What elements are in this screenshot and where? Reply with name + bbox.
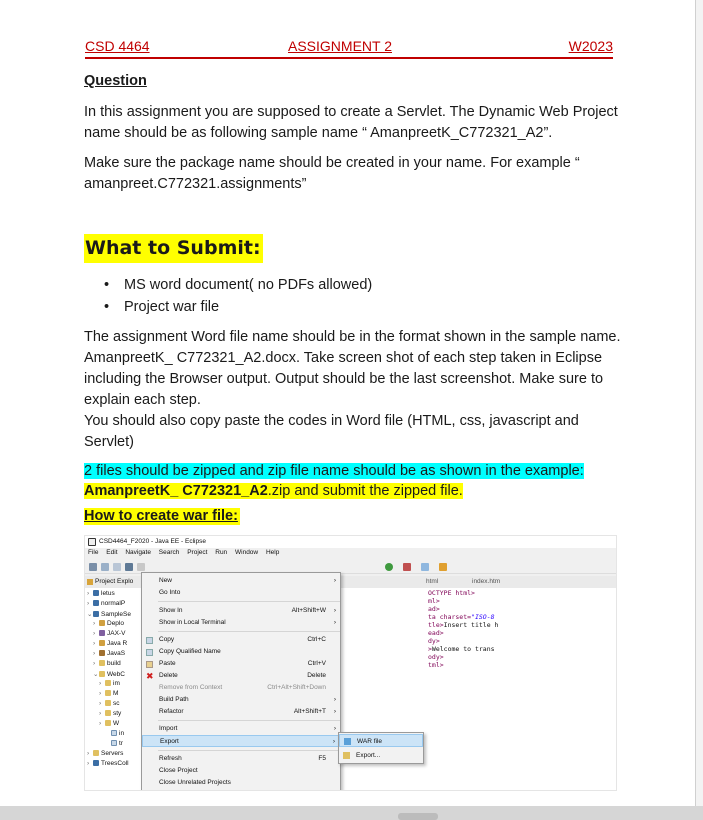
tree-item[interactable] <box>93 660 121 670</box>
folder-icon <box>99 640 105 646</box>
document-header <box>85 37 613 59</box>
project-icon <box>93 590 99 596</box>
chevron-right-icon[interactable]: › <box>93 620 96 627</box>
menu-item-paste[interactable]: Paste Ctrl+V <box>142 658 340 670</box>
menu-item-go-into[interactable]: Go Into <box>159 589 181 596</box>
code-line: >Welcome to trans <box>428 645 495 653</box>
question-heading: Question <box>84 73 147 89</box>
delete-icon: ✖ <box>146 671 154 681</box>
tree-item-label: sty <box>113 710 122 717</box>
tree-item[interactable] <box>87 590 115 600</box>
tree-item[interactable] <box>105 740 123 750</box>
menu-search[interactable]: Search <box>158 549 180 556</box>
menu-item-build-path[interactable]: Build Path › <box>142 694 340 706</box>
folder-icon <box>99 671 105 677</box>
library-icon <box>99 650 105 656</box>
assignment-title: ASSIGNMENT 2 <box>288 38 392 54</box>
chevron-right-icon[interactable]: › <box>99 690 102 697</box>
tree-item[interactable] <box>99 700 120 710</box>
code-line: tle>Insert title h <box>428 621 499 629</box>
run-icon[interactable] <box>385 563 393 571</box>
submit-list <box>104 274 372 318</box>
zip-note-rest: .zip and submit the zipped file. <box>267 483 463 499</box>
folder-icon <box>93 750 99 756</box>
copy-icon <box>146 637 153 644</box>
code-line: OCTYPE html> <box>428 589 475 597</box>
zip-note-line: 2 files should be zipped and zip file name should be as shown in the example: <box>84 463 584 479</box>
tree-item[interactable] <box>87 610 131 620</box>
code-line: ody> <box>428 653 444 661</box>
chevron-right-icon: › <box>333 607 336 614</box>
menu-item-delete[interactable]: ✖ Delete Delete <box>146 671 326 681</box>
eclipse-window-title: CSD4464_F2020 - Java EE - Eclipse <box>99 538 206 545</box>
context-menu <box>141 572 341 791</box>
tree-item[interactable] <box>99 720 119 730</box>
code-copy-text: You should also copy paste the codes in Word file (HTML, css, javascript and Servlet) <box>84 413 579 450</box>
chevron-right-icon: › <box>333 696 336 703</box>
tree-item[interactable] <box>87 750 123 760</box>
menu-item-copy[interactable]: Copy Ctrl+C <box>142 634 340 646</box>
tree-item-label: normalP <box>101 600 126 607</box>
chevron-right-icon: › <box>333 619 336 626</box>
eclipse-app-icon <box>88 538 96 546</box>
chevron-right-icon[interactable]: › <box>93 640 96 647</box>
file-icon <box>111 730 117 736</box>
list-item: • MS word document( no PDFs allowed) <box>104 274 372 296</box>
chevron-right-icon[interactable]: › <box>99 720 102 727</box>
folder-icon <box>99 620 105 626</box>
chevron-right-icon: › <box>332 738 335 745</box>
menu-item-refactor[interactable]: Refactor Alt+Shift+T › <box>142 706 340 718</box>
chevron-right-icon[interactable]: › <box>99 680 102 687</box>
chevron-right-icon[interactable]: › <box>93 660 96 667</box>
tree-item-label: Servers <box>101 750 124 757</box>
menu-item-new[interactable]: New › <box>142 575 340 587</box>
menu-file[interactable]: File <box>88 549 99 556</box>
menu-item-remove-from-context[interactable]: Remove from Context Ctrl+Alt+Shift+Down <box>159 684 326 691</box>
tree-item-label: build <box>107 660 121 667</box>
chevron-right-icon: › <box>333 725 336 732</box>
tree-item[interactable] <box>93 650 125 660</box>
new-icon[interactable] <box>89 563 97 571</box>
chevron-down-icon[interactable]: ⌄ <box>93 671 99 678</box>
menu-item-copy-qualified-name[interactable]: Copy Qualified Name <box>142 646 340 658</box>
menu-item-refresh[interactable]: Refresh F5 <box>159 755 326 762</box>
chevron-down-icon[interactable]: ⌄ <box>87 611 93 618</box>
tree-item[interactable] <box>93 640 127 650</box>
tree-item[interactable] <box>99 690 118 700</box>
menu-navigate[interactable]: Navigate <box>125 549 151 556</box>
save-icon[interactable] <box>101 563 109 571</box>
list-item: • Project war file <box>104 296 372 318</box>
tree-item-label: Java R <box>107 640 128 647</box>
new-server-icon[interactable] <box>421 563 429 571</box>
tree-item-label: W <box>113 720 120 727</box>
code-line: dy> <box>428 637 440 645</box>
menu-item-export-more[interactable]: Export... <box>339 749 423 762</box>
copy-icon <box>146 649 153 656</box>
term-label: W2023 <box>568 38 613 54</box>
tree-item-label: sc <box>113 700 120 707</box>
project-icon <box>93 600 99 606</box>
menu-separator <box>158 631 340 632</box>
project-icon <box>93 611 99 617</box>
code-line: ead> <box>428 629 444 637</box>
project-explorer-tab[interactable]: Project Explo <box>85 576 155 588</box>
tree-item[interactable] <box>99 680 120 690</box>
paste-icon <box>146 661 153 668</box>
chevron-right-icon[interactable]: › <box>87 590 90 597</box>
tree-item-label: letus <box>101 590 115 597</box>
code-line: ad> <box>428 605 440 613</box>
tree-item[interactable] <box>93 670 125 680</box>
tree-item-label: WebC <box>107 671 125 678</box>
menu-run[interactable]: Run <box>215 549 228 556</box>
export-icon <box>343 752 350 759</box>
menu-item-war-file[interactable]: WAR file <box>339 734 423 747</box>
tree-item-label: JAX-V <box>107 630 126 637</box>
folder-icon <box>105 700 111 706</box>
menu-separator <box>158 601 340 602</box>
menu-project[interactable]: Project <box>187 549 208 556</box>
menu-item-import[interactable]: Import › <box>142 723 340 735</box>
tree-item[interactable] <box>87 760 129 770</box>
tree-item-label: im <box>113 680 120 687</box>
paragraph-package-name: Make sure the package name should be created in your name. For example “ amanpreet.C772321.assignments” <box>84 155 580 192</box>
chevron-right-icon[interactable]: › <box>99 710 102 717</box>
chevron-right-icon[interactable]: › <box>87 600 90 607</box>
project-icon <box>93 760 99 766</box>
folder-icon <box>105 720 111 726</box>
zip-note-name-line <box>84 483 463 499</box>
menu-window[interactable]: Window <box>235 549 259 556</box>
menu-edit[interactable]: Edit <box>106 549 118 556</box>
tree-item-label: tr <box>119 740 123 747</box>
chevron-right-icon[interactable]: › <box>87 750 90 757</box>
menu-item-export[interactable]: Export › <box>142 735 340 747</box>
tree-item[interactable] <box>93 630 125 640</box>
code-line: tml> <box>428 661 444 669</box>
chevron-right-icon: › <box>333 577 336 584</box>
eclipse-menubar <box>85 548 616 559</box>
zip-file-name: AmanpreetK_ C772321_A2 <box>84 483 268 499</box>
folder-icon <box>105 710 111 716</box>
submit-heading: What to Submit: <box>84 234 263 263</box>
tree-item[interactable] <box>93 620 124 630</box>
course-code: CSD 4464 <box>85 38 150 54</box>
file-icon <box>111 740 117 746</box>
tree-item-label: M <box>113 690 119 697</box>
terminal-icon[interactable] <box>125 563 133 571</box>
chevron-right-icon[interactable]: › <box>93 650 96 657</box>
menu-item-show-in-local-terminal[interactable]: Show in Local Terminal › <box>142 617 340 629</box>
scrollbar-thumb[interactable] <box>398 813 438 820</box>
vertical-scrollbar[interactable] <box>696 0 703 806</box>
folder-icon <box>105 690 111 696</box>
paragraph-instructions <box>84 327 629 453</box>
tree-item[interactable] <box>87 600 125 610</box>
eclipse-title-bar <box>85 536 616 548</box>
menu-separator <box>158 720 340 721</box>
tree-item-label: SampleSe <box>101 611 131 618</box>
tree-item-label: Deplo <box>107 620 124 627</box>
external-tools-icon[interactable] <box>403 563 411 571</box>
menu-separator <box>158 750 340 751</box>
paragraph-project-name: In this assignment you are supposed to create a Servlet. The Dynamic Web Project name should be as following sample name “ AmanpreetK_C772321_A2”. <box>84 104 618 141</box>
war-file-icon <box>344 738 351 745</box>
eclipse-screenshot <box>84 535 617 791</box>
menu-help[interactable]: Help <box>265 549 280 556</box>
tree-item-label: in <box>119 730 125 737</box>
menu-item-show-in[interactable]: Show In Alt+Shift+W › <box>142 605 340 617</box>
folder-icon <box>99 660 105 666</box>
menu-item-close-unrelated-projects[interactable]: Close Unrelated Projects <box>159 779 231 786</box>
chevron-right-icon[interactable]: › <box>93 630 96 637</box>
chevron-right-icon: › <box>333 708 336 715</box>
editor-tab[interactable]: index.htm <box>472 578 501 585</box>
menu-item-close-project[interactable]: Close Project <box>159 767 198 774</box>
zip-note <box>84 461 592 501</box>
tree-item-label: JavaS <box>107 650 126 657</box>
instructions-text: The assignment Word file name should be in the format shown in the sample name. AmanpreetK_ C772321_A2.docx. Take screen shot of each step taken in Eclipse including the Browser output. Output should be the last screenshot. Make sure to explain each step. <box>84 329 621 408</box>
tree-item[interactable] <box>99 710 121 720</box>
tree-item[interactable] <box>105 730 124 740</box>
print-icon[interactable] <box>113 563 121 571</box>
debug-icon[interactable] <box>137 563 145 571</box>
editor-tab[interactable]: html <box>426 578 439 585</box>
horizontal-scrollbar[interactable] <box>0 806 703 820</box>
howto-heading: How to create war file: <box>84 508 238 524</box>
folder-icon <box>99 630 105 636</box>
code-line: ta charset="ISO-8 <box>428 613 495 621</box>
tree-item-label: TreesColl <box>101 760 129 767</box>
chevron-right-icon[interactable]: › <box>99 700 102 707</box>
search-icon[interactable] <box>439 563 447 571</box>
folder-icon <box>105 680 111 686</box>
chevron-right-icon[interactable]: › <box>87 760 90 767</box>
code-line: ml> <box>428 597 440 605</box>
export-submenu <box>338 732 424 764</box>
